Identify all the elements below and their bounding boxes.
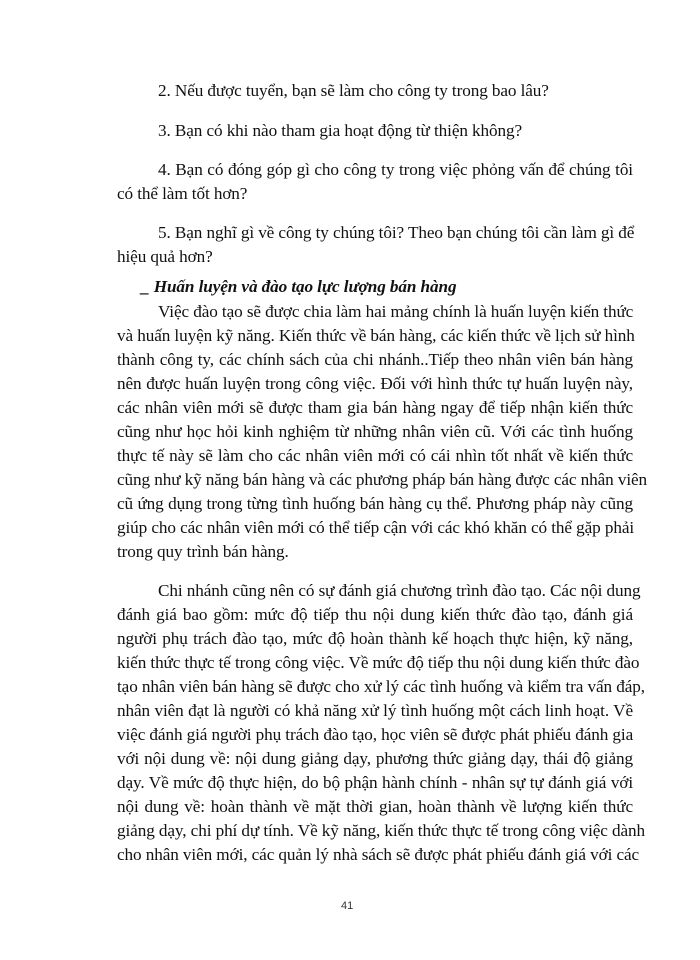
paragraph-2-line: nội dung về: hoàn thành về mặt thời gian, hoàn thành về lượng kiến thức	[117, 797, 633, 816]
paragraph-2-line: nhân viên đạt là người có khả năng xử lý tình huống một cách linh hoạt. Về	[117, 701, 633, 720]
paragraph-1-line: Việc đào tạo sẽ được chia làm hai mảng chính là huấn luyện kiến thức	[158, 302, 634, 321]
paragraph-2-line: Chi nhánh cũng nên có sự đánh giá chương trình đào tạo. Các nội dung	[158, 581, 641, 600]
paragraph-2-line: đánh giá bao gồm: mức độ tiếp thu nội dung kiến thức đào tạo, đánh giá	[117, 605, 633, 624]
paragraph-2-line: việc đánh giá người phụ trách đào tạo, học viên sẽ được phát phiếu đánh gia	[117, 725, 634, 744]
question-5: 5. Bạn nghĩ gì về công ty chúng tôi? Theo bạn chúng tôi cần làm gì để	[158, 223, 635, 242]
paragraph-1-line: các nhân viên mới sẽ được tham gia bán hàng ngay để tiếp nhận kiến thức	[117, 398, 633, 417]
question-4-continuation: có thể làm tốt hơn?	[117, 184, 248, 203]
paragraph-2-line: kiến thức thực tế trong công việc. Về mức độ tiếp thu nội dung kiến thức đào	[117, 653, 640, 672]
paragraph-2-line: với nội dung về: nội dung giảng dạy, phương thức giảng dạy, thái độ giảng	[117, 749, 633, 768]
paragraph-2-line: giảng dạy, chi phí dự tính. Về kỹ năng, kiến thức thực tế trong công việc dành	[117, 821, 646, 840]
paragraph-1-line: cũng như học hỏi kinh nghiệm từ những nhân viên cũ. Với các tình huống	[117, 422, 633, 441]
page-number: 41	[341, 900, 354, 912]
paragraph-1-line: thực tế này sẽ làm cho các nhân viên mới có cái nhìn tốt nhất về kiến thức	[117, 446, 633, 465]
question-5-continuation: hiệu quả hơn?	[117, 247, 213, 266]
paragraph-1-line: thành công ty, các chính sách của chi nhánh..Tiếp theo nhân viên bán hàng	[117, 350, 633, 369]
paragraph-1-line: cũng như kỹ năng bán hàng và các phương pháp bán hàng được các nhân viên	[117, 470, 648, 489]
paragraph-1-line: trong quy trình bán hàng.	[117, 542, 289, 561]
question-3: 3. Bạn có khi nào tham gia hoạt động từ thiện không?	[158, 121, 523, 140]
paragraph-1-line: cũ ứng dụng trong từng tình huống bán hàng cụ thể. Phương pháp này cũng	[117, 494, 633, 513]
paragraph-2-line: dạy. Về mức độ thực hiện, do bộ phận hành chính - nhân sự tự đánh giá với	[117, 773, 633, 792]
paragraph-1-line: giúp cho các nhân viên mới có thể tiếp cận với các khó khăn có thể gặp phải	[117, 518, 635, 537]
paragraph-2-line: người phụ trách đào tạo, mức độ hoàn thành kế hoạch thực hiện, kỹ năng,	[117, 629, 633, 648]
paragraph-2-line: cho nhân viên mới, các quản lý nhà sách sẽ được phát phiếu đánh giá với các	[117, 845, 640, 864]
paragraph-2-line: tạo nhân viên bán hàng sẽ được cho xử lý các tình huống và kiểm tra vấn đáp,	[117, 677, 645, 696]
question-2: 2. Nếu được tuyển, bạn sẽ làm cho công ty trong bao lâu?	[158, 81, 549, 100]
question-4: 4. Bạn có đóng góp gì cho công ty trong việc phỏng vấn để chúng tôi	[158, 160, 633, 179]
paragraph-1-line: và huấn luyện kỹ năng. Kiến thức về bán hàng, các kiến thức về lịch sử hình	[117, 326, 635, 345]
section-heading: _ Huấn luyện và đào tạo lực lượng bán hàng	[141, 277, 457, 296]
paragraph-1-line: nên được huấn luyện trong công việc. Đối với hình thức tự huấn luyện này,	[117, 374, 633, 393]
